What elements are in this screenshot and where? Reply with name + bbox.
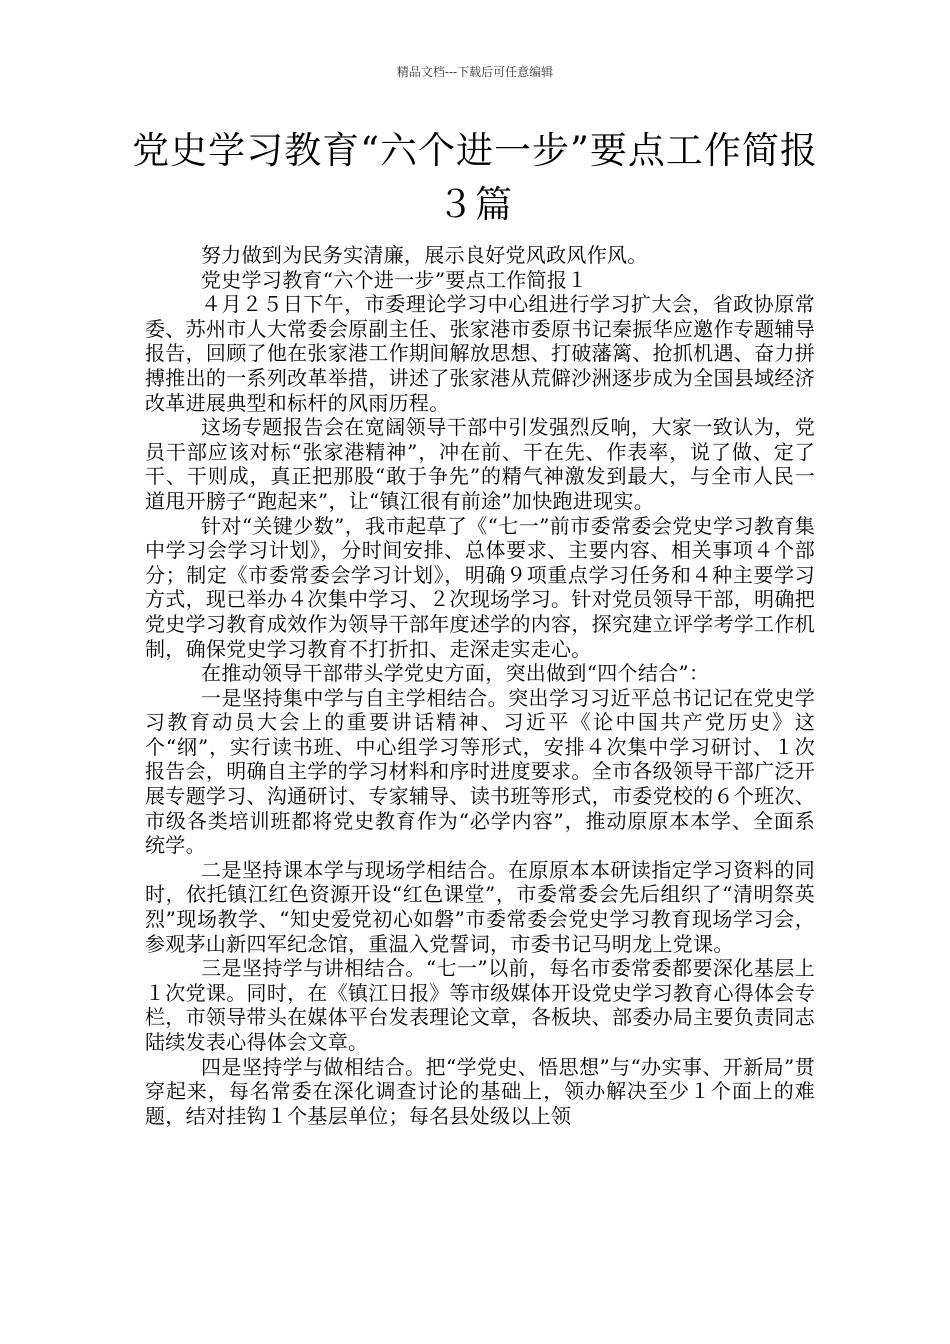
document-title: 党史学习教育“六个进一步”要点工作简报３篇 <box>132 129 818 226</box>
paragraph: 努力做到为民务实清廉，展示良好党风政风作风。 <box>201 243 648 267</box>
paragraph: 一是坚持集中学与自主学相结合。突出学习习近平总书记记在党史学习教育动员大会上的重要讲话精神、习近平《论中国共产党历史》这个“纲”，实行读书班、中心组学习等形式，安排４次集中学习研讨、１次报告会，明确自主学的学习材料和序时进度要求。全市各级领导干部广泛开展专题学习、沟通研讨、专家辅导、读书班等形式，市委党校的６个班次、市级各类培训班都将党史教育作为“必学内容”，推动原原本本学、全面系统学。 <box>145 685 815 858</box>
header-note: 精品文档---下载后可任意编辑 <box>396 65 554 79</box>
paragraph: 针对“关键少数”，我市起草了《“七一”前市委常委会党史学习教育集中学习会学习计划》，分时间安排、总体要求、主要内容、相关事项４个部分；制定《市委常委会学习计划》，明确９项重点学习任务和４种主要学习方式，现已举办４次集中学习、２次现场学习。针对党员领导干部，明确把党史学习教育成效作为领导干部年度述学的内容，探究建立评学考学工作机制，确保党史学习教育不打折扣、走深走实走心。 <box>145 513 815 661</box>
paragraph: 二是坚持课本学与现场学相结合。在原原本本研读指定学习资料的同时，依托镇江红色资源开设“红色课堂”，市委常委会先后组织了“清明祭英烈”现场教学、“知史爱党初心如磐”市委常委会党史学习教育现场学习会，参观茅山新四军纪念馆，重温入党誓词，市委书记马明龙上党课。 <box>145 857 815 956</box>
paragraph: 在推动领导干部带头学党史方面，突出做到“四个结合”： <box>201 661 710 686</box>
paragraph: 党史学习教育“六个进一步”要点工作简报１ <box>201 267 588 292</box>
document-body <box>145 243 815 1128</box>
paragraph: 这场专题报告会在宽阔领导干部中引发强烈反响，大家一致认为，党员干部应该对标“张家港精神”，冲在前、干在先、作表率，说了做、定了干、干则成，真正把那股“敢于争先”的精气神激发到最大，与全市人民一道甩开膀子“跑起来”，让“镇江很有前途”加快跑进现实。 <box>145 415 815 513</box>
paragraph: 四是坚持学与做相结合。把“学党史、悟思想”与“办实事、开新局”贯穿起来，每名常委在深化调查讨论的基础上，领办解决至少１个面上的难题，结对挂钩１个基层单位；每名县处级以上领 <box>145 1054 815 1128</box>
paragraph: 三是坚持学与讲相结合。“七一”以前，每名市委常委都要深化基层上１次党课。同时，在《镇江日报》等市级媒体开设党史学习教育心得体会专栏，市领导带头在媒体平台发表理论文章，各板块、部委办局主要负责同志陆续发表心得体会文章。 <box>145 956 815 1054</box>
paragraph: ４月２５日下午，市委理论学习中心组进行学习扩大会，省政协原常委、苏州市人大常委会原副主任、张家港市委原书记秦振华应邀作专题辅导报告，回顾了他在张家港工作期间解放思想、打破藩篱、抢抓机遇、奋力拼搏推出的一系列改革举措，讲述了张家港从荒僻沙洲逐步成为全国县域经济改革进展典型和标杆的风雨历程。 <box>145 292 815 415</box>
